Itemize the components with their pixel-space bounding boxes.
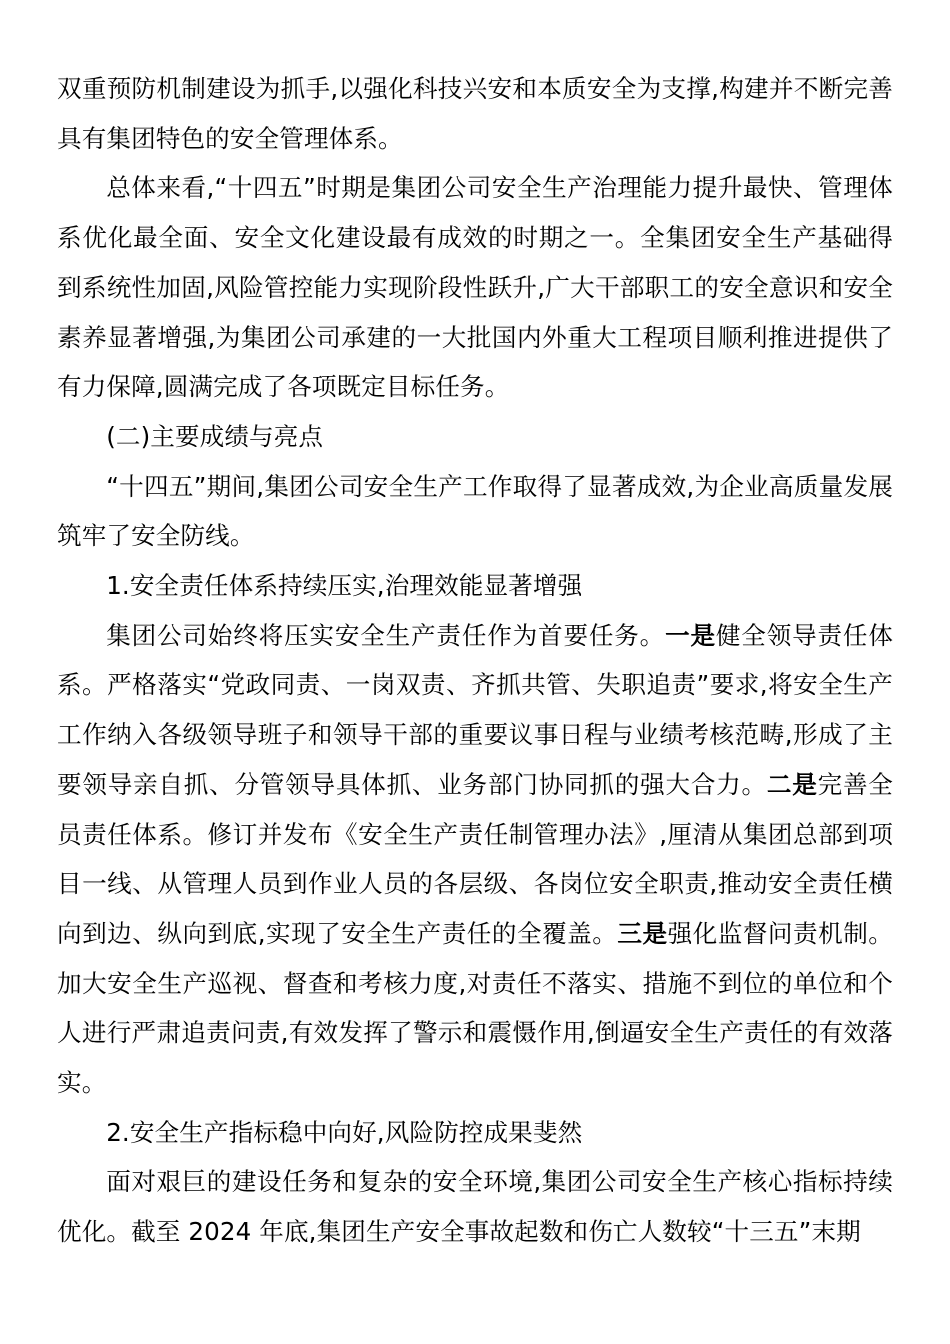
paragraph-responsibility-detail <box>57 611 893 1108</box>
subheading-responsibility-system: 1.安全责任体系持续压实,治理效能显著增强 <box>106 571 583 601</box>
bold-marker-second: 二是 <box>766 769 818 799</box>
text-segment: 健全领导责任体系。严格落实“党政同责、一岗双责、齐抓共管、失职追责”要求,将安全生产工作纳入各级领导班子和领导干部的重要议事日程与业绩考核范畴,形成了主要领导亲自抓、分管领导具体抓、业务部门协同抓的强大合力。 <box>57 620 894 799</box>
document-page <box>57 64 893 1257</box>
bold-marker-first: 一是 <box>665 620 716 650</box>
paragraph-safety-indicators: 面对艰巨的建设任务和复杂的安全环境,集团公司安全生产核心指标持续优化。截至 2024 年底,集团生产安全事故起数和伤亡人数较“十三五”末期 <box>57 1167 893 1247</box>
paragraph-intro-continuation: 双重预防机制建设为抓手,以强化科技兴安和本质安全为支撑,构建并不断完善具有集团特色的安全管理体系。 <box>57 74 893 153</box>
paragraph-overall-summary: 总体来看,“十四五”时期是集团公司安全生产治理能力提升最快、管理体系优化最全面、安全文化建设最有成效的时期之一。全集团安全生产基础得到系统性加固,风险管控能力实现阶段性跃升,广大干部职工的安全意识和安全素养显著增强,为集团公司承建的一大批国内外重大工程项目顺利推进提供了有力保障,圆满完成了各项既定目标任务。 <box>57 173 893 402</box>
text-segment: 强化监督问责机制。加大安全生产巡视、督查和考核力度,对责任不落实、措施不到位的单位和个人进行严肃追责问责,有效发挥了警示和震慑作用,倒逼安全生产责任的有效落实。 <box>57 918 894 1098</box>
section-heading-achievements: (二)主要成绩与亮点 <box>106 421 324 451</box>
bold-marker-third: 三是 <box>617 918 668 948</box>
text-segment: 集团公司始终将压实安全生产责任作为首要任务。 <box>106 620 666 650</box>
paragraph-achievements-intro: “十四五”期间,集团公司安全生产工作取得了显著成效,为企业高质量发展筑牢了安全防线。 <box>57 471 893 551</box>
text-segment: 完善全员责任体系。修订并发布《安全生产责任制管理办法》,厘清从集团总部到项目一线、从管理人员到作业人员的各层级、各岗位安全职责,推动安全责任横向到边、纵向到底,实现了安全生产责任的全覆盖。 <box>57 769 893 948</box>
subheading-safety-indicators: 2.安全生产指标稳中向好,风险防控成果斐然 <box>106 1117 583 1147</box>
